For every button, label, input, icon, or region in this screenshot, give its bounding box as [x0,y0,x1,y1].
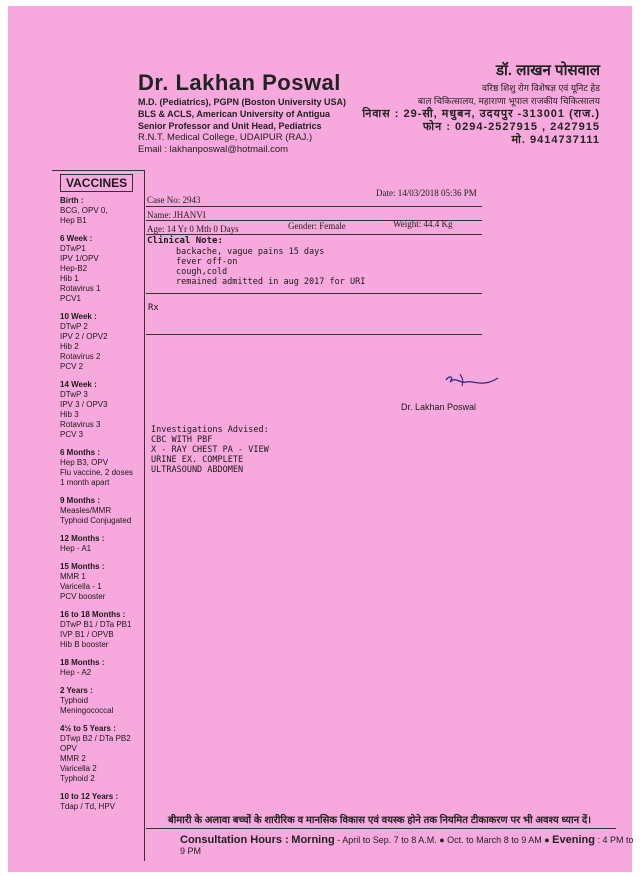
vaccine-item: MMR 1 [60,572,86,581]
vaccine-group [60,234,156,304]
consultation-hours [180,834,640,856]
vaccine-group [60,448,156,488]
footer-divider [146,828,616,829]
vaccine-item: DTwP1 [60,244,86,253]
qualification-line: R.N.T. Medical College, UDAIPUR (RAJ.) [138,132,313,143]
clinical-note-line: backache, vague pains 15 days [176,247,325,257]
clinical-note-line: fever off-on [176,257,238,267]
qualification-line: M.D. (Pediatrics), PGPN (Boston University USA) [138,97,347,107]
doctor-qualifications [138,96,346,156]
vaccine-group [60,380,156,440]
vaccine-item: PCV 3 [60,430,84,439]
investigation-item: X - RAY CHEST PA - VIEW [151,445,269,455]
vaccine-item: Hib 2 [60,342,79,351]
vaccine-item: Tdap / Td, HPV [60,802,115,811]
clinical-note-line: cough,cold [176,267,228,277]
hindi-phone: फोन : 0294-2527915 , 2427915 [422,121,600,133]
qualification-line: BLS & ACLS, American University of Antigua [138,109,331,119]
divider [146,293,482,294]
footer-hindi-note: बीमारी के अलावा बच्चों के शारीरिक व मानसिक विकास एवं वयस्क होने तक नियमित टीकाकरण पर भी अवश्य ध्यान दें। [168,815,591,826]
vaccine-item: Hep - A1 [60,544,92,553]
vaccine-group [60,312,156,372]
vaccine-group [60,686,156,716]
vaccine-item: Varicella - 1 [60,582,102,591]
vaccine-group-heading: Birth : [60,196,84,205]
vaccine-item: PCV booster [60,592,106,601]
vaccine-item: Hep B3, OPV [60,458,109,467]
vaccine-item: DTwP B1 / DTa PB1 [60,620,132,629]
vaccine-item: Rotavirus 2 [60,352,101,361]
vaccine-item: Hib 1 [60,274,79,283]
vaccine-item: Flu vaccine, 2 doses [60,468,133,477]
vaccine-group [60,658,156,678]
vaccine-group-heading: 14 Week : [60,380,97,389]
morning-text: - April to Sep. 7 to 8 A.M. ● Oct. to March 8 to 9 AM ● [334,835,553,845]
case-date: Date: 14/03/2018 05:36 PM [376,188,477,198]
vaccine-group [60,534,156,554]
vaccine-group [60,196,156,226]
vaccine-group-heading: 6 Months : [60,448,100,457]
investigations-advised [151,425,269,475]
vaccine-item: PCV 2 [60,362,84,371]
hindi-line: वरिष्ठ शिशु रोग विशेषज्ञ एवं यूनिट हेड [481,83,600,93]
clinical-notes [176,247,365,287]
vaccines-list [60,196,156,820]
vaccine-item: Hib 3 [60,410,79,419]
doctor-name-hindi: डॉ. लाखन पोसवाल [495,62,600,79]
investigation-item: URINE EX. COMPLETE [151,455,244,465]
vaccine-group-heading: 15 Months : [60,562,105,571]
signature-name: Dr. Lakhan Poswal [401,402,477,412]
vaccine-item: IVP B1 / OPVB [60,630,114,639]
vaccine-group-heading: 10 Week : [60,312,97,321]
signature-scribble [440,370,502,396]
hindi-mobile: मो. 9414737111 [511,134,600,146]
vaccines-title: VACCINES [60,174,133,192]
vaccine-item: Meningococcal [60,706,114,715]
vaccine-item: DTwP 3 [60,390,88,399]
vaccine-item: Measles/MMR [60,506,112,515]
vaccine-item: DTwp B2 / DTa PB2 [60,734,131,743]
vaccine-group-heading: 6 Week : [60,234,93,243]
vaccine-item: MMR 2 [60,754,86,763]
vaccine-item: Typhoid 2 [60,774,95,783]
hindi-line: बाल चिकित्सालय, महाराणा भूपाल राजकीय चिकित्सालय [417,96,600,106]
vaccine-group-heading: 12 Months : [60,534,105,543]
investigation-item: CBC WITH PBF [151,435,213,445]
hindi-address: निवास : 29-सी, मधुबन, उदयपुर -313001 (राज.) [362,108,600,120]
vaccine-item: Hep B1 [60,216,87,225]
vaccine-group-heading: 16 to 18 Months : [60,610,126,619]
vaccine-item: DTwP 2 [60,322,88,331]
email-line: Email : lakhanposwal@hotmail.com [138,144,289,155]
vaccine-item: Hib B booster [60,640,109,649]
vaccine-item: PCV1 [60,294,81,303]
vaccine-item: Hep - A2 [60,668,92,677]
evening-text: : 4 PM to 9 PM [180,835,634,856]
vaccine-item: Typhoid Conjugated [60,516,132,525]
divider [146,206,482,207]
clinical-note-line: remained admitted in aug 2017 for URI [176,277,366,287]
doctor-info-hindi [362,82,600,147]
vaccine-item: IPV 2 / OPV2 [60,332,108,341]
vaccine-item: Rotavirus 3 [60,420,101,429]
vaccine-group-heading: 18 Months : [60,658,105,667]
case-number: Case No: 2943 [147,195,201,205]
vaccine-item: OPV [60,744,77,753]
vaccine-group [60,792,156,812]
evening-label: Evening [552,834,595,846]
vaccine-group-heading: 2 Years : [60,686,93,695]
vaccine-group-heading: 9 Months : [60,496,100,505]
divider [146,234,482,235]
vaccine-item: Typhoid [60,696,89,705]
vaccine-item: Hep-B2 [60,264,88,273]
vaccine-group-heading: 4½ to 5 Years : [60,724,116,733]
vaccine-item: BCG, OPV 0, [60,206,108,215]
patient-weight: Weight: 44.4 Kg [393,219,453,229]
patient-name: Name: JHANVI [147,210,206,220]
investigations-title: Investigations Advised: [151,425,269,435]
vaccine-item: IPV 1/OPV [60,254,99,263]
vaccine-group [60,562,156,602]
patient-gender: Gender: Female [288,221,346,231]
vaccine-group [60,610,156,650]
vaccine-item: 1 month apart [60,478,110,487]
divider [146,334,482,335]
vaccine-item: IPV 3 / OPV3 [60,400,108,409]
vaccine-group-heading: 10 to 12 Years : [60,792,119,801]
investigation-item: ULTRASOUND ABDOMEN [151,465,244,475]
doctor-name: Dr. Lakhan Poswal [138,70,341,95]
vaccine-item: Rotavirus 1 [60,284,101,293]
qualification-line: Senior Professor and Unit Head, Pediatrics [138,121,322,131]
morning-label: Morning [291,834,335,846]
patient-age: Age: 14 Yr 0 Mth 0 Days [147,224,239,234]
vaccine-item: Varicella 2 [60,764,97,773]
vaccine-group [60,496,156,526]
hours-label: Consultation Hours : [180,834,289,846]
clinical-note-title: Clinical Note: [147,236,223,246]
rx-label: Rx [148,303,159,313]
vaccine-group [60,724,156,784]
